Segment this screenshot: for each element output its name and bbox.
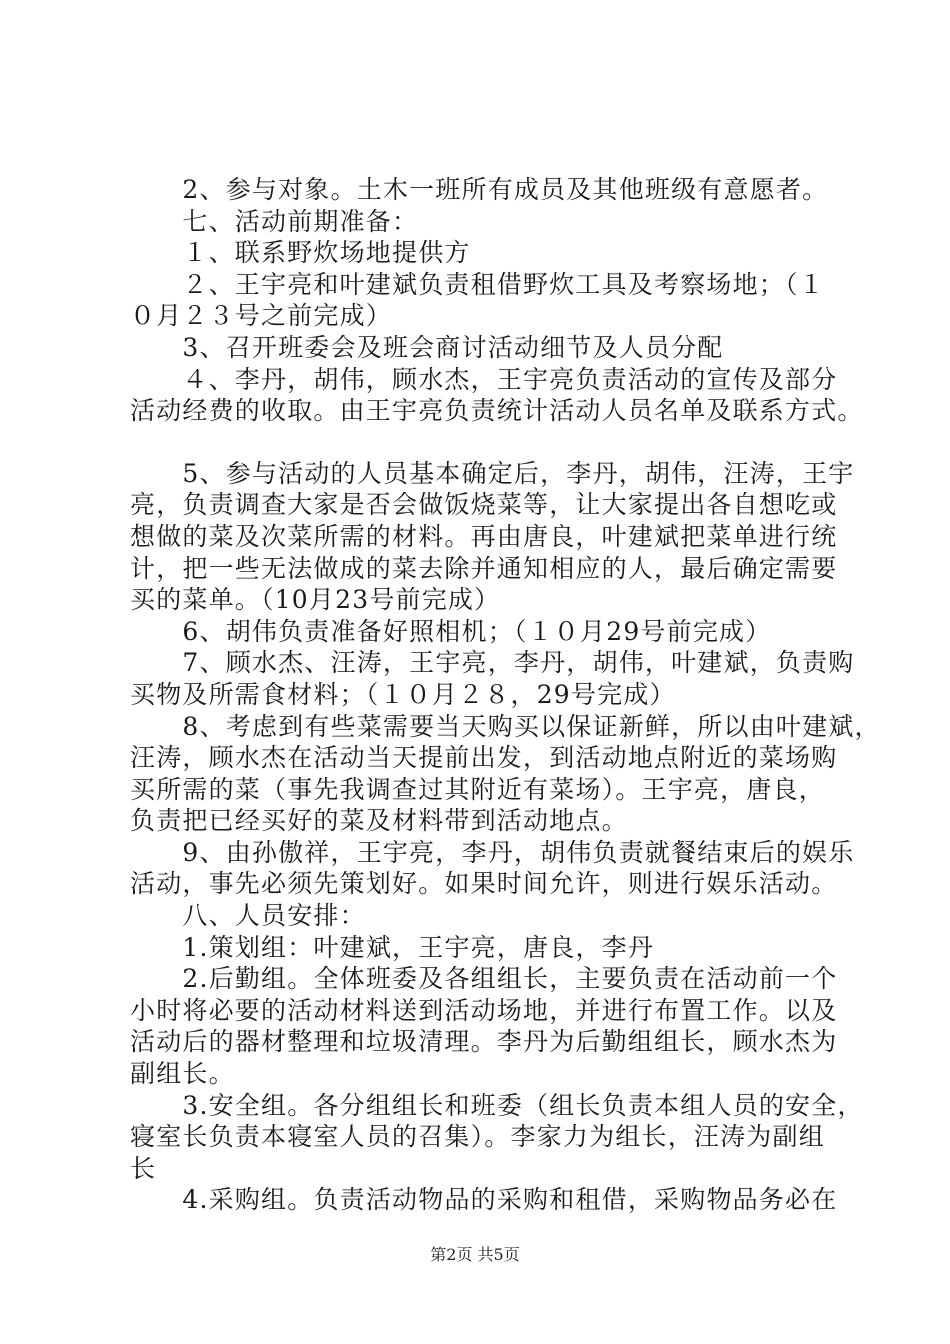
paragraph-line: 计，把一些无法做成的菜去除并通知相应的人，最后确定需要 [130, 553, 838, 583]
paragraph-line: 7、顾水杰、汪涛，王宇亮，李丹，胡伟，叶建斌，负责购 [130, 648, 855, 678]
paragraph-line: 寝室长负责本寝室人员的召集）。李家力为组长，汪涛为副组 [130, 1122, 825, 1152]
paragraph-line: 买所需的菜（事先我调查过其附近有菜场）。王宇亮，唐良， [130, 774, 825, 804]
page-footer: 第2页 共5页 [430, 1245, 520, 1264]
paragraph-line: 活动，事先必须先策划好。如果时间允许，则进行娱乐活动。 [130, 869, 838, 899]
paragraph-gap [130, 427, 850, 458]
paragraph-line: 长 [130, 1153, 157, 1183]
paragraph-line: 亮，负责调查大家是否会做饭烧菜等，让大家提出各自想吃或 [130, 490, 838, 520]
paragraph-line: 小时将必要的活动材料送到活动场地，并进行布置工作。以及 [130, 995, 838, 1025]
paragraph-line: １、联系野炊场地提供方 [130, 238, 471, 268]
paragraph-line: 活动经费的收取。由王宇亮负责统计活动人员名单及联系方式。 [130, 396, 864, 426]
paragraph-line: ４、李丹，胡伟，顾水杰，王宇亮负责活动的宣传及部分 [130, 364, 838, 394]
paragraph-line: 9、由孙傲祥，王宇亮，李丹，胡伟负责就餐结束后的娱乐 [130, 837, 855, 867]
document-body [130, 174, 881, 1216]
paragraph-line: 想做的菜及次菜所需的材料。再由唐良，叶建斌把菜单进行统 [130, 521, 838, 551]
paragraph-line: 负责把已经买好的菜及材料带到活动地点。 [130, 806, 628, 836]
paragraph-line: 副组长。 [130, 1059, 235, 1089]
paragraph-line: 3.安全组。各分组组长和班委（组长负责本组人员的安全， [130, 1090, 864, 1120]
paragraph-line: 6、胡伟负责准备好照相机；（１０月29号前完成） [130, 616, 772, 646]
paragraph-line: ０月２３号之前完成） [130, 301, 393, 331]
paragraph-line: 活动后的器材整理和垃圾清理。李丹为后勤组组长，顾水杰为 [130, 1027, 838, 1057]
paragraph-line: 汪涛，顾水杰在活动当天提前出发，到活动地点附近的菜场购 [130, 743, 838, 773]
paragraph-line: 4.采购组。负责活动物品的采购和租借，采购物品务必在 [130, 1185, 838, 1215]
paragraph-line: 5、参与活动的人员基本确定后，李丹，胡伟，汪涛，王宇 [130, 458, 855, 488]
paragraph-line: 1.策划组：叶建斌，王宇亮，唐良，李丹 [130, 932, 655, 962]
section-heading: 七、活动前期准备： [130, 206, 419, 236]
paragraph-line: 买物及所需食材料；（１０月２８，29号完成） [130, 679, 676, 709]
paragraph-line: 2.后勤组。全体班委及各组组长，主要负责在活动前一个 [130, 964, 838, 994]
section-heading: 八、人员安排： [130, 901, 366, 931]
paragraph-line: 3、召开班委会及班会商讨活动细节及人员分配 [130, 332, 724, 362]
paragraph-line: ２、王宇亮和叶建斌负责租借野炊工具及考察场地；（１ [130, 269, 825, 299]
paragraph-line: 8、考虑到有些菜需要当天购买以保证新鲜，所以由叶建斌， [130, 711, 881, 741]
paragraph-line: 2、参与对象。土木一班所有成员及其他班级有意愿者。 [130, 175, 829, 204]
paragraph-line: 买的菜单。（10月23号前完成） [130, 585, 501, 615]
